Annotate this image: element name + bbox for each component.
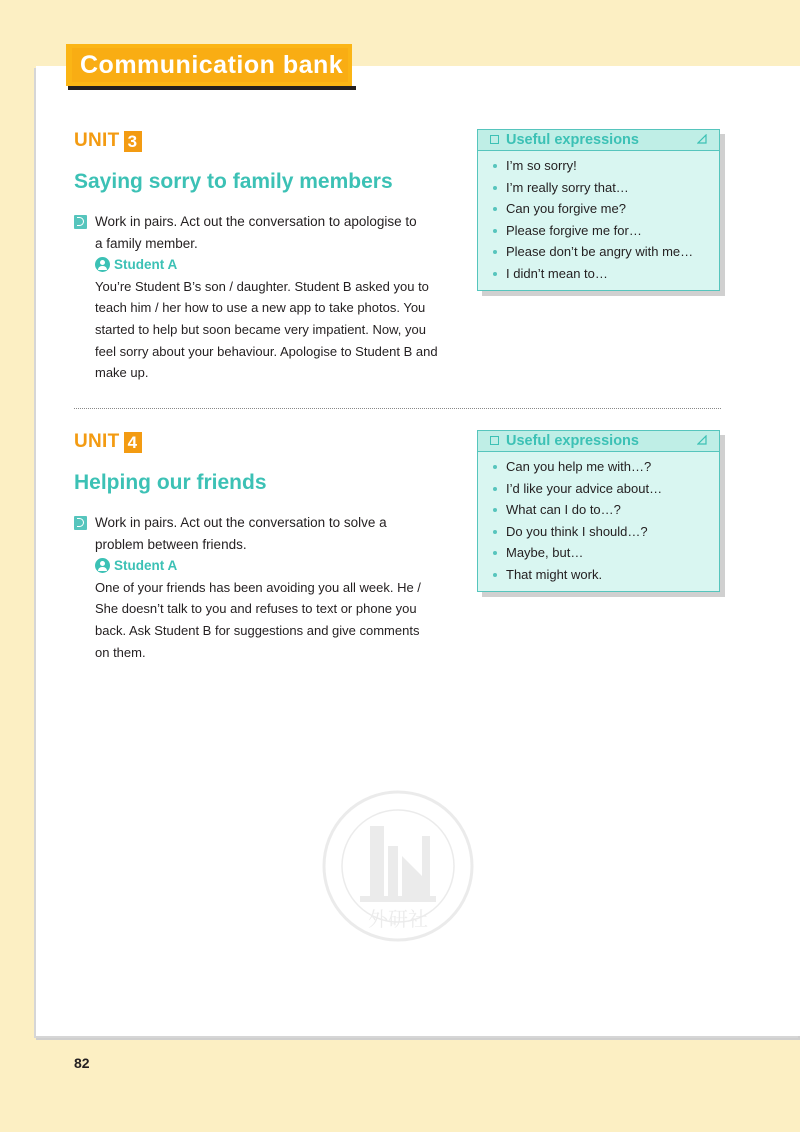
- task-block: [74, 512, 454, 663]
- task-instruction-line: a family member.: [95, 235, 198, 251]
- person-icon: [95, 558, 110, 573]
- expressions-list: [478, 452, 719, 591]
- scenario-line: make up.: [95, 365, 149, 381]
- useful-expressions-title: Useful expressions: [506, 433, 639, 449]
- expression-item: Maybe, but…: [492, 542, 719, 564]
- corner-triangle-icon: [697, 435, 707, 445]
- expressions-list: [478, 151, 719, 290]
- task-block: [74, 211, 454, 384]
- expression-item: Can you forgive me?: [492, 198, 719, 220]
- watermark-text: 外研社: [368, 907, 428, 931]
- useful-expressions-title: Useful expressions: [506, 132, 639, 148]
- scenario-line: You’re Student B’s son / daughter. Student B asked you to: [95, 278, 429, 294]
- useful-expressions-box: [477, 430, 720, 592]
- scenario-line: started to help but soon became very impatient. Now, you: [95, 321, 426, 337]
- expression-item: That might work.: [492, 564, 719, 586]
- unit-word: UNIT: [74, 130, 120, 151]
- useful-expressions-header: [478, 130, 719, 151]
- section-title: Helping our friends: [74, 471, 267, 494]
- scenario-line: back. Ask Student B for suggestions and give comments: [95, 622, 420, 638]
- person-icon: [95, 257, 110, 272]
- section-divider: [74, 408, 721, 409]
- square-icon: [490, 135, 499, 144]
- useful-expressions-header: [478, 431, 719, 452]
- scenario-line: feel sorry about your behaviour. Apologise to Student B and: [95, 343, 438, 359]
- expression-item: I’d like your advice about…: [492, 478, 719, 500]
- expression-item: Can you help me with…?: [492, 456, 719, 478]
- expression-item: I didn’t mean to…: [492, 263, 719, 285]
- unit-number-badge: 3: [124, 131, 142, 152]
- student-label-text: Student A: [114, 558, 178, 573]
- square-icon: [490, 436, 499, 445]
- unit-label: [74, 130, 142, 152]
- page-number: 82: [74, 1055, 90, 1071]
- section-title: Saying sorry to family members: [74, 170, 393, 193]
- task-instruction-line: Work in pairs. Act out the conversation to solve a: [95, 515, 387, 530]
- expression-item: Do you think I should…?: [492, 521, 719, 543]
- expression-item: I’m really sorry that…: [492, 177, 719, 199]
- publisher-watermark-logo: [318, 776, 478, 956]
- student-label: [95, 555, 454, 577]
- useful-expressions-box: [477, 129, 720, 291]
- page-title: Communication bank: [72, 48, 348, 82]
- student-label: [95, 254, 454, 276]
- corner-triangle-icon: [697, 134, 707, 144]
- scenario-line: One of your friends has been avoiding you all week. He /: [95, 579, 421, 595]
- speaking-task-icon: [74, 516, 87, 530]
- task-instruction-line: Work in pairs. Act out the conversation to apologise to: [95, 214, 417, 229]
- unit-number-badge: 4: [124, 432, 142, 453]
- title-banner: [66, 44, 352, 86]
- unit-label: [74, 431, 142, 453]
- scenario-line: teach him / her how to use a new app to take photos. You: [95, 300, 426, 316]
- expression-item: Please forgive me for…: [492, 220, 719, 242]
- unit-word: UNIT: [74, 431, 120, 452]
- expression-item: Please don’t be angry with me…: [492, 241, 719, 263]
- expression-item: I’m so sorry!: [492, 155, 719, 177]
- speaking-task-icon: [74, 215, 87, 229]
- student-label-text: Student A: [114, 257, 178, 272]
- expression-item: What can I do to…?: [492, 499, 719, 521]
- scenario-line: She doesn’t talk to you and refuses to text or phone you: [95, 601, 417, 617]
- scenario-line: on them.: [95, 644, 146, 660]
- task-instruction-line: problem between friends.: [95, 536, 247, 552]
